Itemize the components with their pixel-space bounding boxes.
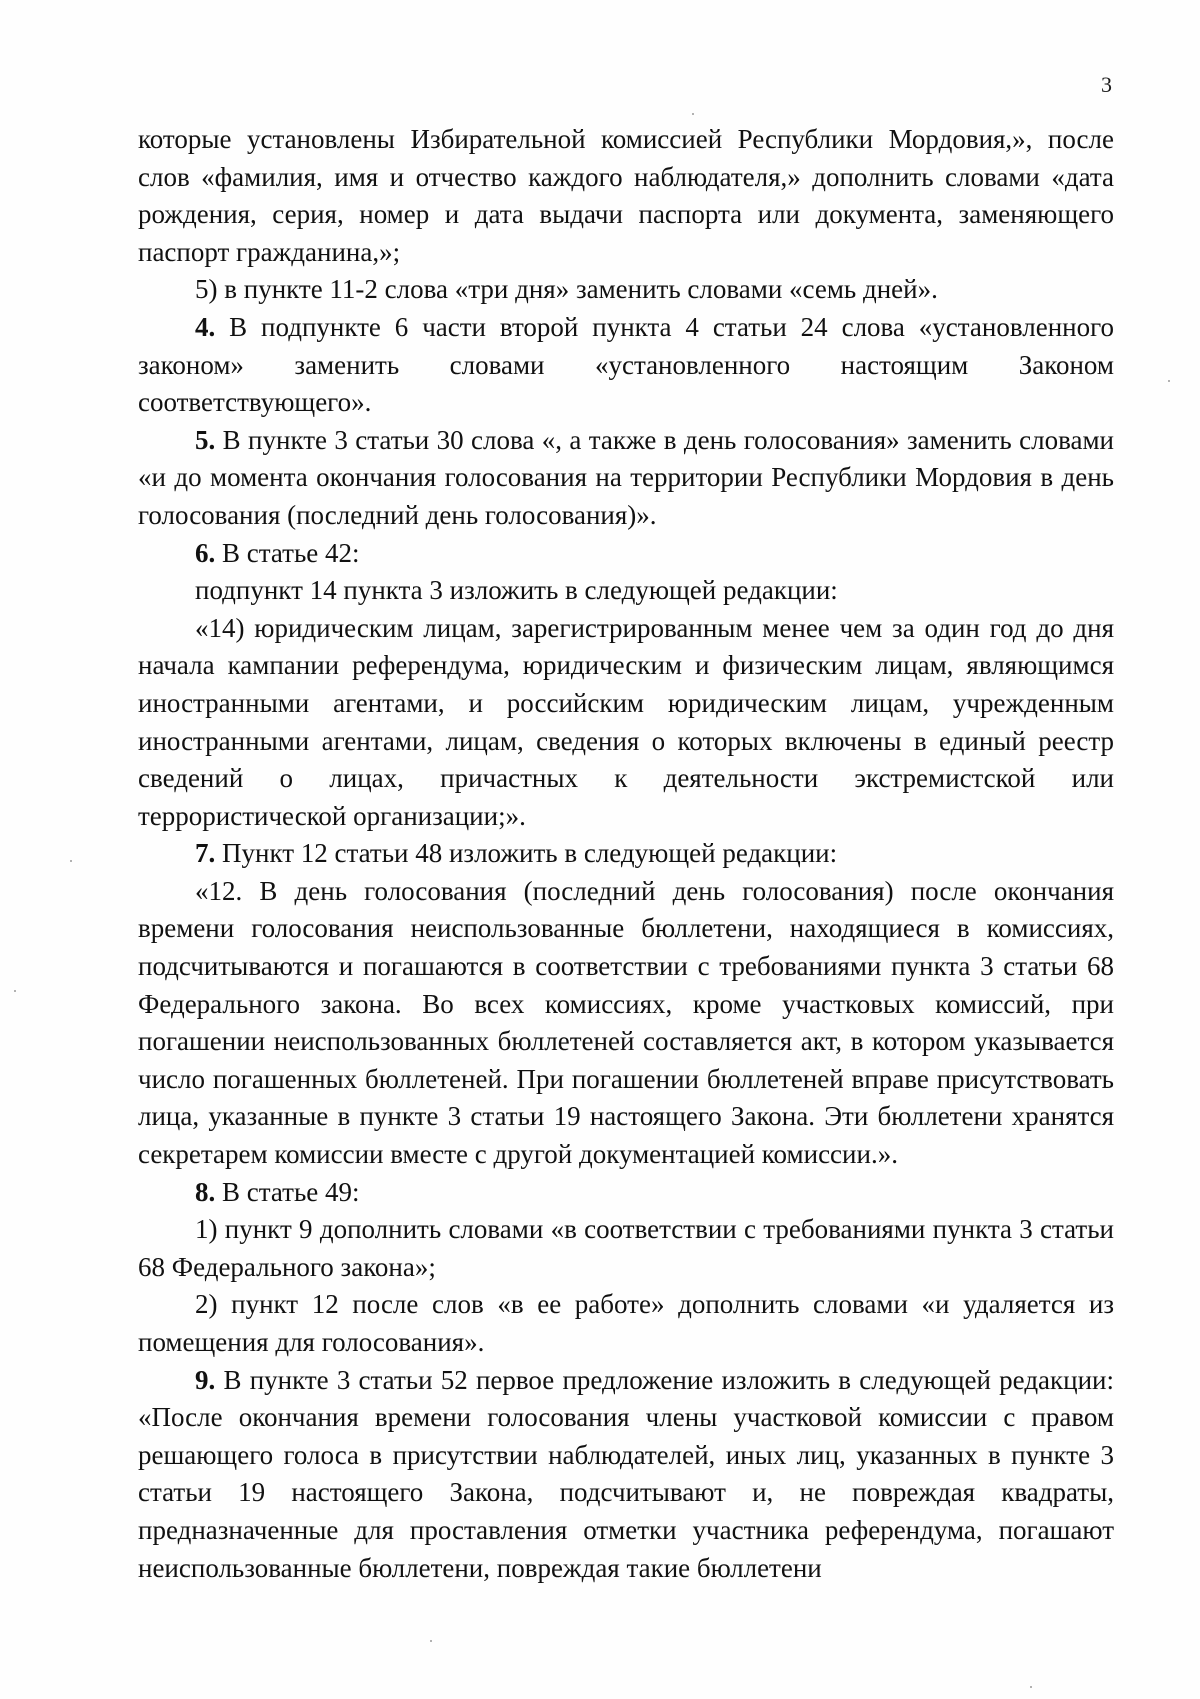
paragraph-text: которые установлены Избирательной комиссией Республики Мордовия,», после слов «фамилия, имя и отчество каждого наблюдателя,» дополнить словами «дата рождения, серия, номер и дата выдачи паспорта или документа, заменяющего паспорт гражданина,»; [138,124,1114,267]
item-number: 9. [195,1364,216,1395]
scan-speck [1168,380,1170,382]
paragraph-text: В пункте 3 статьи 30 слова «, а также в день голосования» заменить словами «и до момента окончания голосования на территории Республики Мордовия в день голосования (последний день голосования)». [138,424,1115,530]
paragraph-text: В статье 49: [222,1176,360,1207]
paragraph [138,1174,1114,1212]
paragraph [138,610,1114,836]
scan-speck [70,860,72,862]
paragraph-text: 1) пункт 9 дополнить словами «в соответствии с требованиями пункта 3 статьи 68 Федерального закона»; [138,1214,1114,1282]
scan-speck [14,990,16,992]
paragraph [138,1286,1114,1361]
paragraph-text: Пункт 12 статьи 48 изложить в следующей редакции: [222,838,838,869]
scan-speck [430,1640,432,1642]
paragraph-text: «14) юридическим лицам, зарегистрированным менее чем за один год до дня начала кампании референдума, юридическим и физическим лицам, являющимся иностранными агентами, и российским юридическим лицам, учрежденным иностранными агентами, лицам, сведения о которых включены в единый реестр сведений о лицах, причастных к деятельности экстремистской или террористической организации;». [138,612,1114,831]
paragraph-text: В статье 42: [222,537,360,568]
paragraph [138,309,1114,422]
item-number: 8. [195,1176,216,1207]
paragraph [138,572,1114,610]
scan-speck [692,113,694,115]
paragraph [138,835,1114,873]
item-number: 7. [195,838,216,869]
paragraph-text: 5) в пункте 11-2 слова «три дня» заменить словами «семь дней». [195,274,938,305]
item-number: 5. [195,424,216,455]
page-number: 3 [1101,72,1112,97]
paragraph-text: 2) пункт 12 после слов «в ее работе» дополнить словами «и удаляется из помещения для голосования». [138,1289,1114,1357]
paragraph [138,873,1114,1174]
document-body [138,121,1114,1587]
item-number: 6. [195,537,216,568]
paragraph [138,271,1114,309]
paragraph-text: В пункте 3 статьи 52 первое предложение изложить в следующей редакции: «После окончания времени голосования члены участковой комиссии с правом решающего голоса в присутствии наблюдателей, иных лиц, указанных в пункте 3 статьи 19 настоящего Закона, подсчитывают и, не повреждая квадраты, предназначенные для проставления отметки участника референдума, погашают неиспользованные бюллетени, повреждая такие бюллетени [138,1364,1115,1583]
paragraph-text: В подпункте 6 части второй пункта 4 статьи 24 слова «установленного законом» заменить словами «установленного настоящим Законом соответствующего». [138,311,1115,418]
paragraph-text: подпункт 14 пункта 3 изложить в следующей редакции: [195,575,838,606]
paragraph [138,422,1114,535]
paragraph [138,1362,1114,1588]
paragraph-continuation [138,121,1114,271]
paragraph [138,535,1114,573]
scan-speck [1030,1686,1032,1688]
paragraph-text: «12. В день голосования (последний день голосования) после окончания времени голосования неиспользованные бюллетени, находящиеся в комиссиях, подсчитываются и погашаются в соответствии с требованиями пункта 3 статьи 68 Федерального закона. Во всех комиссиях, кроме участковых комиссий, при погашении неиспользованных бюллетеней составляется акт, в котором указывается число погашенных бюллетеней. При погашении бюллетеней вправе присутствовать лица, указанные в пункте 3 статьи 19 настоящего Закона. Эти бюллетени хранятся секретарем комиссии вместе с другой документацией комиссии.». [138,875,1114,1170]
item-number: 4. [195,311,216,342]
paragraph [138,1211,1114,1286]
